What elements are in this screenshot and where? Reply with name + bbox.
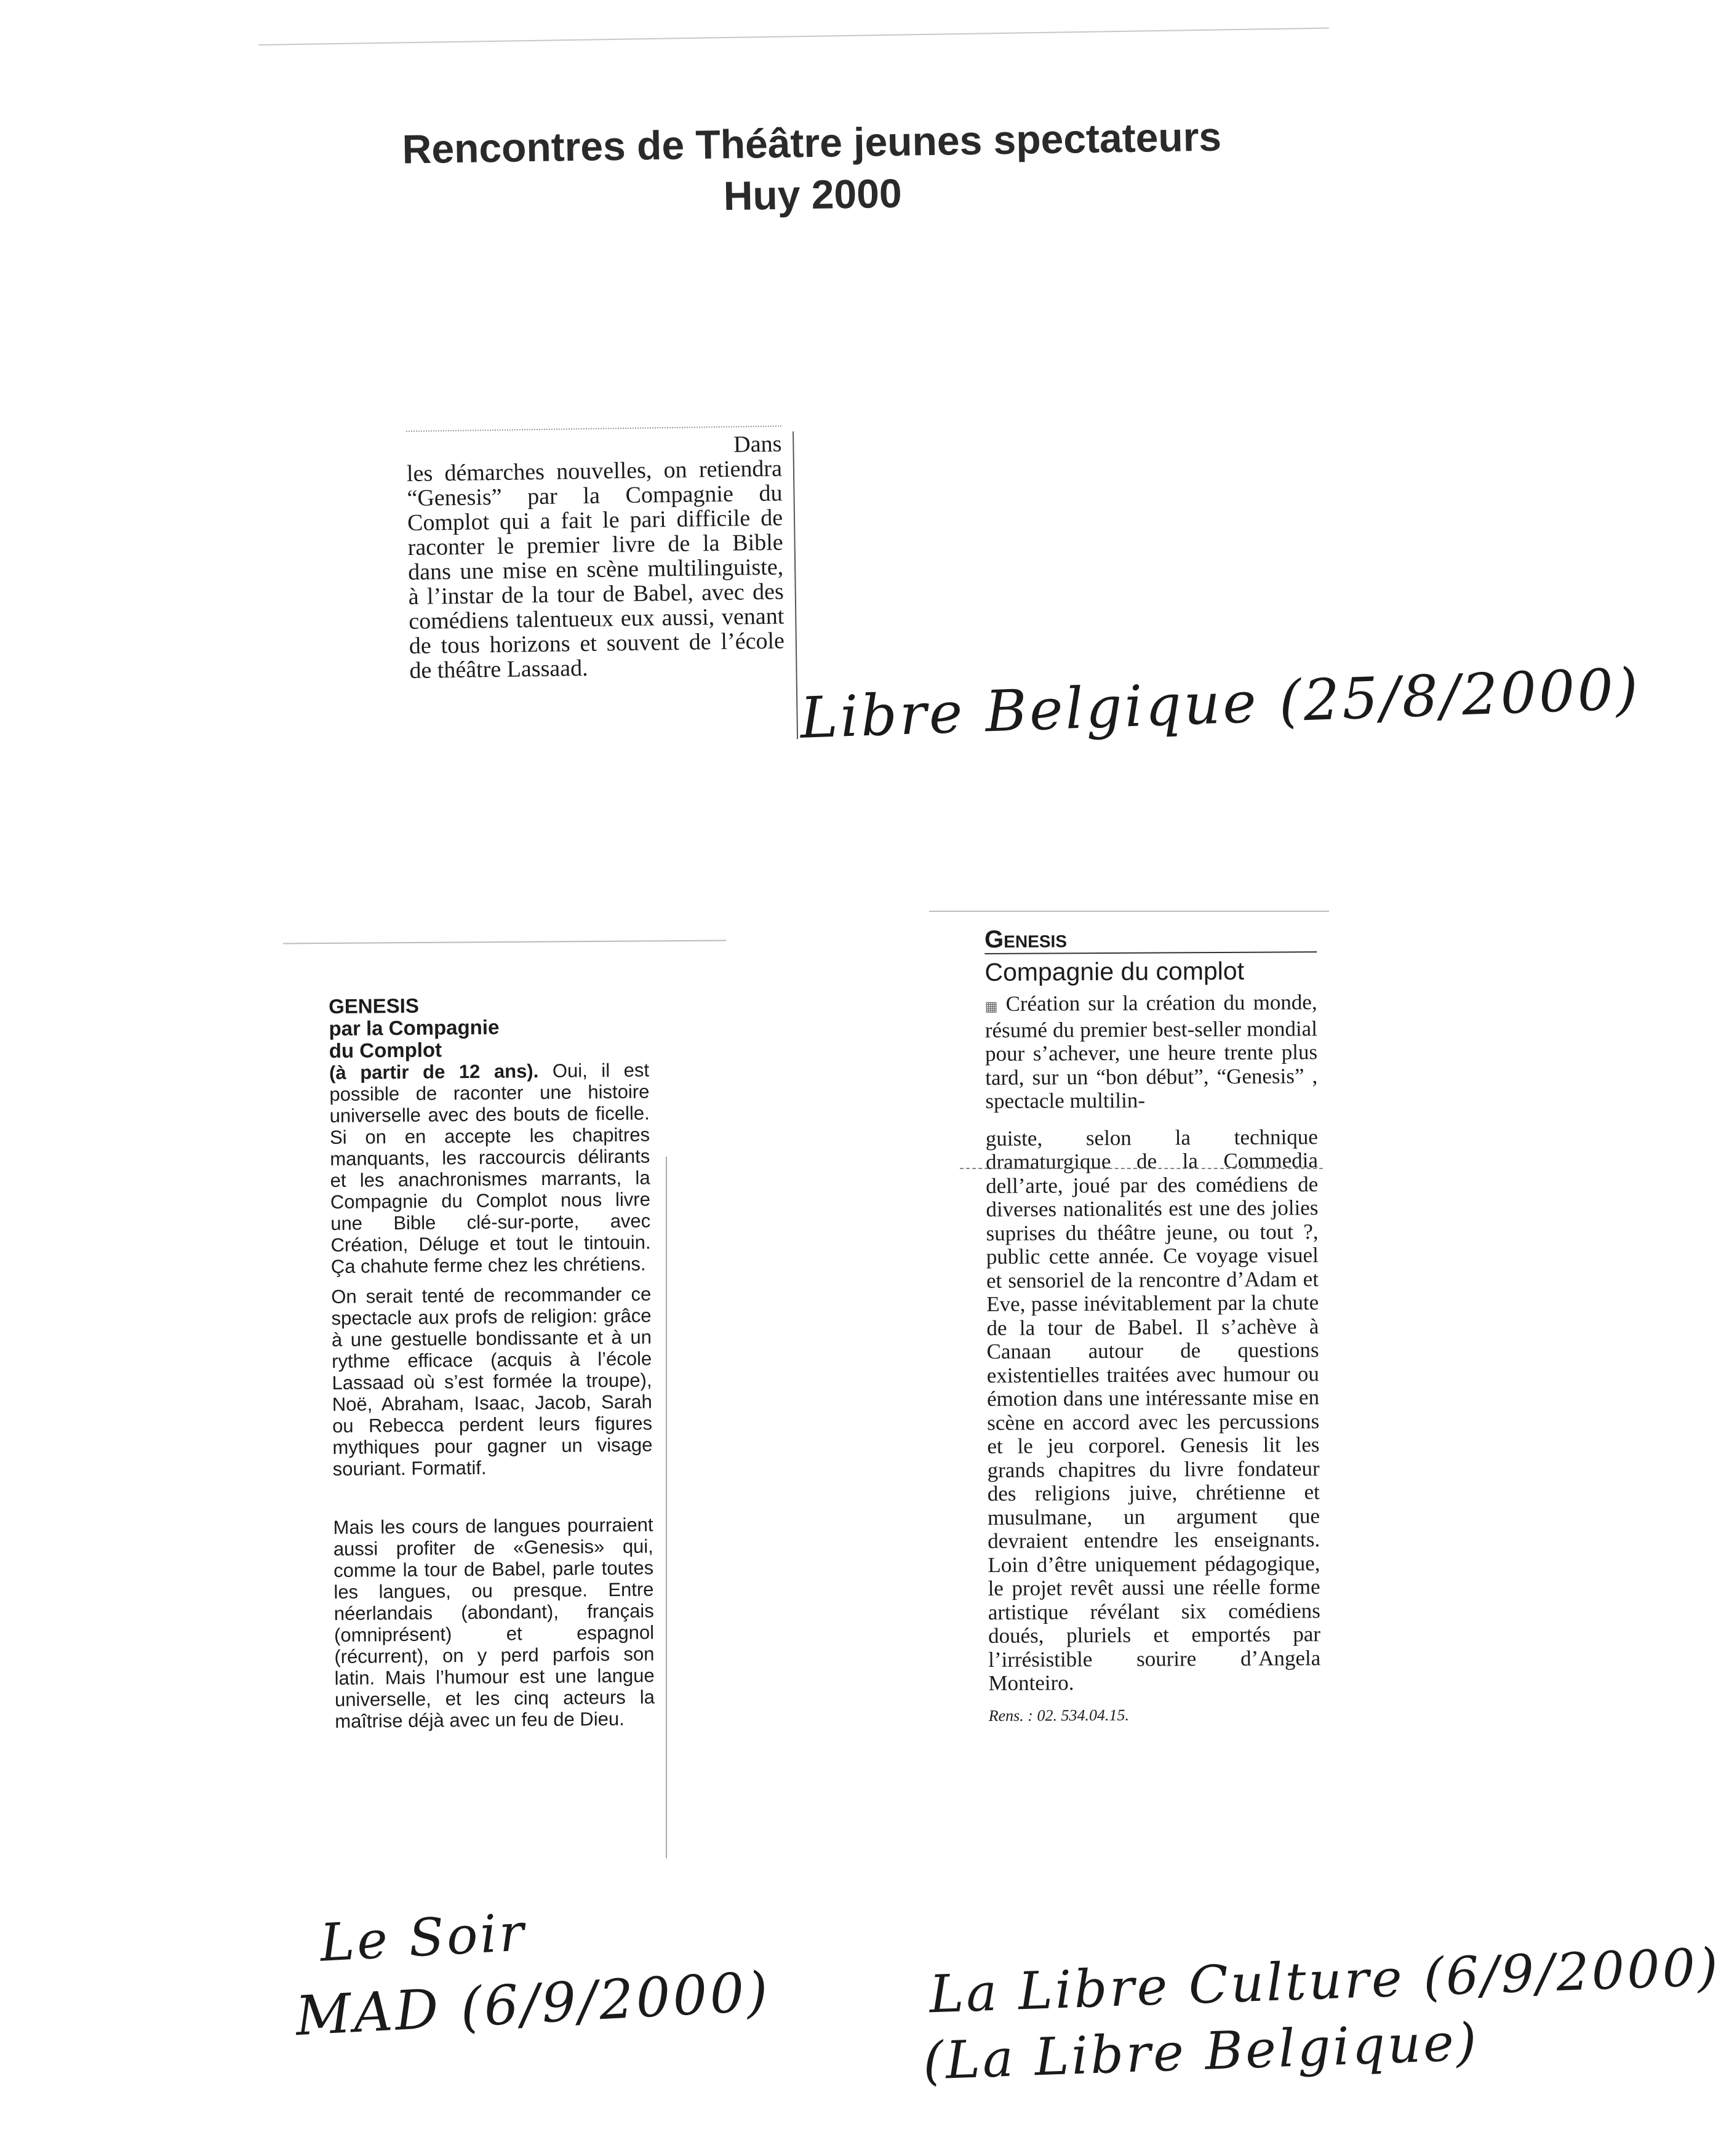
paragraph-text: Oui, il est possible de raconter une histoire universelle avec des bouts de ficelle. Si on en accepte les chapitres manquants, les raccourcis délirants et les anachronismes marrants, la Compagnie du Complot nous livre une Bible clé-sur-porte, avec Création, Déluge et tout le tintouin. Ça chahute ferme chez les chrétiens. [329,1059,651,1277]
page-title-line2: Huy 2000 [723,170,903,219]
handwritten-source-note: Libre Belgique (25/8/2000) [799,656,1642,751]
clipping-kicker: Genesis [984,924,1317,954]
page-title [319,109,1305,228]
clipping-paragraph [329,1059,651,1277]
clipping-body-bottom: guiste, selon la technique dramaturgique de la Commedia dell’arte, joué par des comédiens de diverses nationalités est une des jolies suprises du théâtre jeune, ou tout ?, public cette année. Ce voyage visuel et sensoriel de la rencontre d’Adam et Eve, passe inévitablement par la chute de la tour de Babel. Il s’achève à Canaan autour de questions existentielles traitées avec humour ou émotion dans une intéressante mise en scène en accord avec les percussions et le jeu corporel. Genesis lit les grands chapitres du livre fondateur des religions juive, chrétienne et musulmane, un argument que devraient entendre les enseignants. Loin d’être uniquement pédagogique, le projet revêt aussi une réelle forme artistique révélant six comédiens doués, pluriels et emportés par l’irrésistible sourire d’Angela Monteiro. [985,1124,1321,1695]
clipping-first-word: Dans [406,425,782,461]
fold-line [960,1168,1323,1169]
clipping-body-top [985,991,1318,1113]
scan-edge-line [258,28,1329,46]
handwritten-source-note: Le Soir [318,1902,528,1973]
clipping-dek: Compagnie du complot [984,956,1245,986]
handwritten-date-note: MAD (6/9/2000) [293,1959,772,2048]
clipping-paragraph: On serait tenté de recommander ce spectacle aux profs de religion: grâce à une gestuelle bondissante et à un rythme efficace (acquis à l’école Lassaad où s’est formée la troupe), Noë, Abraham, Isaac, Jacob, Sarah ou Rebecca perdent leurs figures mythiques pour gagner un visage souriant. Formatif. [331,1283,653,1480]
clipping-le-soir [329,992,655,1740]
clipping-libre-culture [984,924,1321,1728]
age-indication: (à partir de 12 ans). [329,1060,539,1084]
clipping-subheading: du Complot [329,1038,442,1062]
handwritten-source-note: La Libre Culture (6/9/2000) [928,1936,1721,2025]
handwritten-source-note: (La Libre Belgique) [922,2011,1480,2091]
paragraph-text: Création sur la création du monde, résumé du premier best-seller mondial pour s’achever, une heure trente plus tard, sur un “bon début”, “Genesis” , spectacle multilin- [984,990,1318,1113]
info-phone: Rens. : 02. 534.04.15. [988,1706,1129,1725]
clipping-body: les démarches nouvelles, on retiendra “Genesis” par la Compagnie du Complot qui a fait le pari difficile de raconter le premier livre de la Bible dans une mise en scène multilinguiste, à l’instar de la tour de Babel, avec des comédiens talentueux eux aussi, venant de tous horizons et souvent de l’école de théâtre Lassaad. [406,455,785,684]
bullet-icon: ▦ [984,998,998,1014]
clipping-top-rule [929,911,1329,912]
clipping-heading: GENESIS [328,994,420,1018]
clipping-libre-belgique [406,425,791,683]
clipping-paragraph: Mais les cours de langues pourraient aussi profiter de «Genesis» qui, comme la tour de Babel, parle toutes les langues, ou presque. Entre néerlandais (abondant), français (omniprésent) et espagnol (récurrent), on y perd parfois son latin. Mais l’humour est une langue universelle, et les cinq acteurs la maîtrise déjà avec un feu de Dieu. [333,1514,655,1732]
clipping-top-rule [283,940,726,944]
column-rule [666,1157,667,1858]
column-rule [793,431,798,739]
page-title-line1: Rencontres de Théâtre jeunes spectateurs [402,113,1222,172]
clipping-subheading: par la Compagnie [329,1015,500,1040]
